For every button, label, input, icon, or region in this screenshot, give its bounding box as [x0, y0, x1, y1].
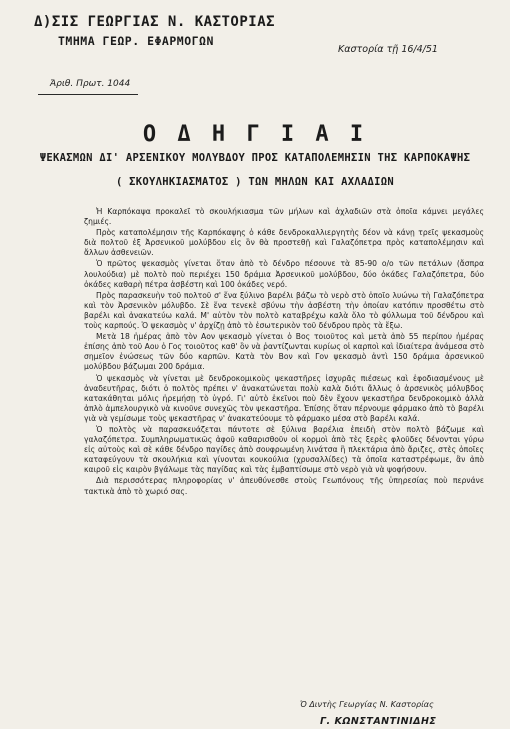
department-name: ΤΜΗΜΑ ΓΕΩΡ. ΕΦΑΡΜΟΓΩΝ: [58, 34, 214, 48]
paragraph: Ὁ πολτὸς νὰ παρασκευάζεται πάντοτε σὲ ξύλινα βαρέλια ἐπειδὴ στὸν πολτὸ βάζωμε καὶ γαλαζόπετρα. Συμπληρωματικῶς ἀφοῦ καθαρισθοῦν οἱ κορμοὶ ἀπὸ τὲς ξερὲς φλοῦδες δένονται γύρω εἰς αὐτοὺς καὶ σὲ κάθε δένδρο παγίδες ἀπὸ σουφρωμένη λινάτσα ἢ πλεκτάρια ἀπὸ ἄριζες, στὲς ὁποῖες καταφεύγουν τὰ σκουλήκια καὶ γίνονται κουκούλια (χρυσαλλίδες) τὰ ὁποῖα καταστρέφωμε, ἂν ἀπὸ καιροῦ εἰς καιρὸν βγάλωμε τὰς παγίδας καὶ τὰς ἐμβαπτίσωμε στὸ νερὸ γιὰ νὰ ψοφήσουν.: [84, 424, 484, 475]
paragraph: Ἡ Καρπόκαψα προκαλεῖ τὸ σκουλήκιασμα τῶν μήλων καὶ ἀχλαδιῶν στὰ ὁποῖα κάμνει μεγάλες ζημιές.: [84, 207, 484, 227]
paragraph: Πρὸς καταπολέμησιν τῆς Καρπόκαψης ὁ κάθε δενδροκαλλιεργητὴς δέον νὰ κάνῃ τρεῖς ψεκασμοὺς διὰ πολτοῦ ἐξ Ἀρσενικοῦ μολύβδου εἰς ὃν θὰ προστεθῇ καὶ Γαλαζόπετρα πρὸς καταπολέμησιν καὶ ἄλλων ἀσθενειῶν.: [84, 228, 484, 258]
protocol-number: Ἀριθ. Πρωτ. 1044: [50, 79, 131, 89]
paragraph: Πρὸς παρασκευὴν τοῦ πολτοῦ σ' ἕνα ξύλινο βαρέλι βάζω τὸ νερὸ στὸ ὁποῖο λυώνω τὴ Γαλαζόπετρα καὶ τὸν Ἀρσενικὸν μόλυβδο. Σὲ ἕνα τενεκὲ σβύνω τὴν ἀσβέστη τὴν ὁποίαν κατόπιν προσθέτω στὸ βαρέλι καὶ ἀνακατεύω καλά. Μ' αὐτὸν τὸν πολτὸ καταβρέχω καλὰ ὅλο τὸ φύλλωμα τοῦ δένδρου καὶ τοὺς καρπούς. Ὁ ψεκασμὸς ν' ἀρχίζῃ ἀπὸ τὸ ἐσωτερικὸν τοῦ δένδρου πρὸς τὰ ἔξω.: [84, 290, 484, 331]
document-title: Ο Δ Η Γ Ι Α Ι: [142, 122, 368, 147]
paragraph: Διὰ περισσότερας πληροφορίας ν' ἀπευθύνεσθε στοὺς Γεωπόνους τῆς ὑπηρεσίας ποὺ περνάνε τακτικὰ ἀπὸ τὸ χωριό σας.: [84, 476, 484, 496]
paragraph: Ὁ πρῶτος ψεκασμὸς γίνεται ὅταν ἀπὸ τὸ δένδρο πέσουνε τὰ 85-90 ο/ο τῶν πετάλων (ἄσπρα λουλούδια) μὲ πολτὸ ποὺ περιέχει 150 δράμια Ἀρσενικοῦ μολύβδου, δύο ὀκάδες Γαλαζόπετρα, δύο ὀκάδες καθαρὴ πέτρα ἀσβέστη καὶ 100 ὀκάδες νερό.: [84, 259, 484, 289]
signature-role: Ὁ Διντὴς Γεωργίας Ν. Καστορίας: [300, 700, 434, 709]
document-subtitle-line2: ( ΣΚΟΥΛΗΚΙΑΣΜΑΤΟΣ ) ΤΩΝ ΜΗΛΩΝ ΚΑΙ ΑΧΛΑΔΙΩΝ: [115, 176, 395, 188]
protocol-underline: [38, 94, 138, 95]
paragraph: Ὁ ψεκασμὸς νὰ γίνεται μὲ δενδροκομικοὺς ψεκαστῆρες ἰσχυρᾶς πιέσεως καὶ ἐφοδιασμένους μὲ ἀναδευτῆρας, διότι ὁ πολτὸς πρέπει ν' ἀνακατώνεται πολὺ καλὰ διότι ἄλλως ὁ ἀρσενικὸς μόλυβδος κατακάθηται μόλις ἠρεμήσῃ τὸ ὑγρό. Γι' αὐτὸ ἐκεῖνοι ποὺ δὲν ἔχουν ψεκαστῆρα δενδροκομικὸ ἀλλὰ ἀπλὸ ἀμπελουργικὸ νὰ κινοῦνε συνεχῶς τὸν ψεκαστῆρα. Ἐπίσης ὅταν πέρνουμε φάρμακο ἀπὸ τὸ βαρέλι γιὰ νὰ γεμίσωμε τοὺς ψεκαστῆρας ν' ἀνακατεύουμε τὸ φάρμακο μέσα στὸ βαρέλι καλά.: [84, 373, 484, 423]
organization-name: Δ)ΣΙΣ ΓΕΩΡΓΙΑΣ Ν. ΚΑΣΤΟΡΙΑΣ: [34, 14, 276, 30]
document-body: [84, 207, 484, 498]
paragraph: Μετὰ 18 ἡμέρας ἀπὸ τὸν Αον ψεκασμὸ γίνεται ὁ Βος τοιοῦτος καὶ μετὰ ἀπὸ 55 περίπου ἡμέρας ἐπίσης ἀπὸ τοῦ Αου ὁ Γος τοιοῦτος καθ' ὃν νὰ ῥαντίζωνται κυρίως οἱ καρποὶ καὶ ἰδιαίτερα ἀνάμεσα στὸ σημεῖον ἑνώσεως τῶν δύο καρπῶν. Κατὰ τὸν Βον καὶ Γον ψεκασμὸ ἀντὶ 150 δράμια ἀρσενικοῦ μολύβδου βάζωμαι 200 δράμια.: [84, 332, 484, 372]
signature-name: Γ. ΚΩΝΣΤΑΝΤΙΝΙΔΗΣ: [320, 716, 437, 727]
place-date: Καστορία τῇ 16/4/51: [338, 44, 438, 55]
document-subtitle-line1: ΨΕΚΑΣΜΩΝ ΔΙ' ΑΡΣΕΝΙΚΟΥ ΜΟΛΥΒΔΟΥ ΠΡΟΣ ΚΑΤΑΠΟΛΕΜΗΣΙΝ ΤΗΣ ΚΑΡΠΟΚΑΨΗΣ: [39, 152, 471, 164]
